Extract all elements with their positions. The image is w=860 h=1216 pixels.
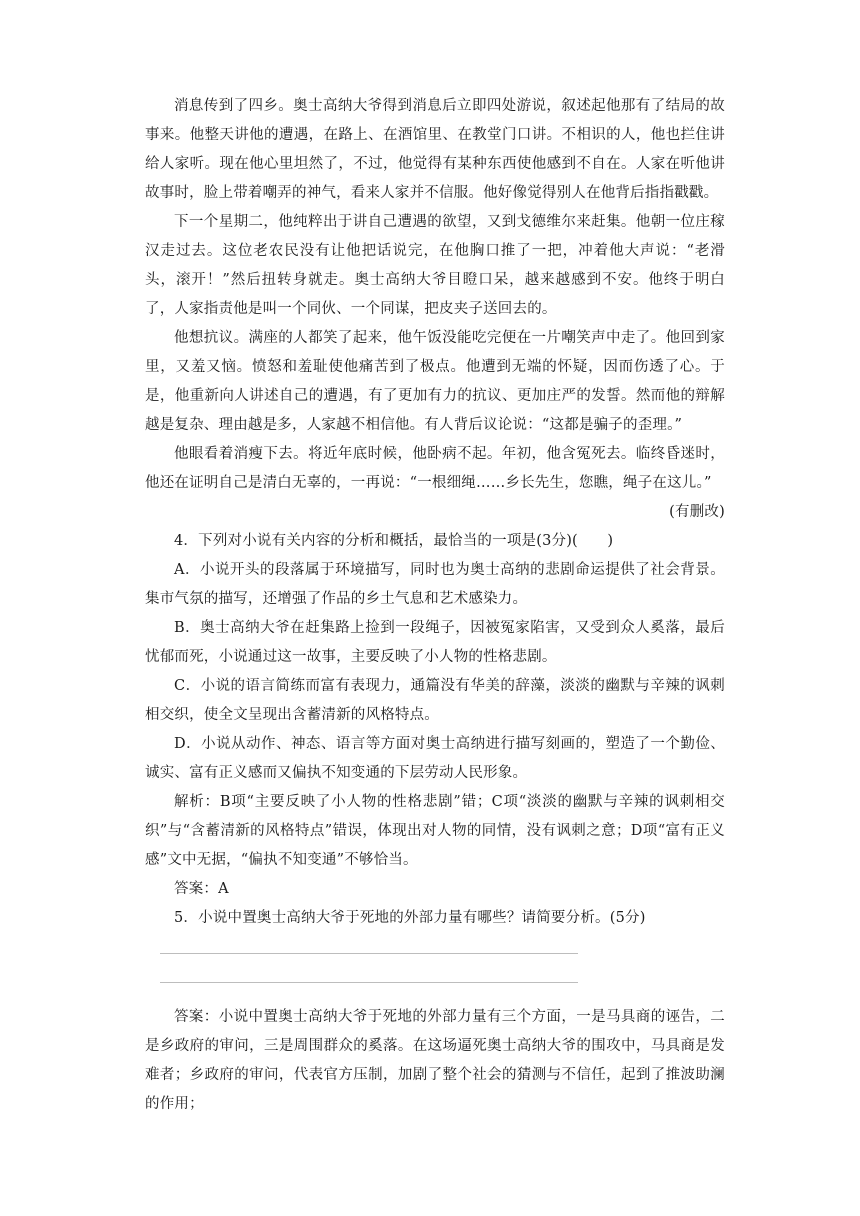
source-credit: (有删改) <box>669 504 725 520</box>
document-body <box>145 92 725 1119</box>
story-paragraph: 消息传到了四乡。奥士高纳大爷得到消息后立即四处游说，叙述起他那有了结局的故事来。他整天讲他的遭遇，在路上、在酒馆里、在教堂门口讲。不相识的人，他也拦住讲给人家听。现在他心里坦然了，不过，他觉得有某种东西使他感到不自在。人家在听他讲故事时，脸上带着嘲弄的神气，看来人家并不信服。他好像觉得别人在他背后指指戳戳。 <box>145 98 725 201</box>
question-5-answer: 答案：小说中置奥士高纳大爷于死地的外部力量有三个方面，一是马具商的诬告，二是乡政府的审问，三是周围群众的奚落。在这场逼死奥士高纳大爷的围攻中，马具商是发难者；乡政府的审问，代表官方压制，加剧了整个社会的猜测与不信任，起到了推波助澜的作用； <box>145 1009 725 1112</box>
question-4-stem: 4．下列对小说有关内容的分析和概括，最恰当的一项是(3分)( ) <box>174 533 614 549</box>
question-4-analysis: 解析：B项“主要反映了小人物的性格悲剧”错；C项“淡淡的幽默与辛辣的讽刺相交织”与“含蓄清新的风格特点”错误，体现出对人物的同情，没有讽刺之意；D项“富有正义感”文中无据，“偏执不知变通”不够恰当。 <box>145 794 725 868</box>
option-a: A．小说开头的段落属于环境描写，同时也为奥士高纳的悲剧命运提供了社会背景。集市气氛的描写，还增强了作品的乡土气息和艺术感染力。 <box>145 562 725 607</box>
question-5-stem: 5．小说中置奥士高纳大爷于死地的外部力量有哪些？请简要分析。(5分) <box>174 910 646 926</box>
story-paragraph: 他想抗议。满座的人都笑了起来，他午饭没能吃完便在一片嘲笑声中走了。他回到家里，又羞又恼。愤怒和羞耻使他痛苦到了极点。他遭到无端的怀疑，因而伤透了心。于是，他重新向人讲述自己的遭遇，有了更加有力的抗议、更加庄严的发誓。然而他的辩解越是复杂、理由越是多，人家越不相信他。有人背后议论说：“这都是骗子的歪理。” <box>145 330 725 433</box>
option-d: D．小说从动作、神态、语言等方面对奥士高纳进行描写刻画的，塑造了一个勤俭、诚实、富有正义感而又偏执不知变通的下层劳动人民形象。 <box>145 736 725 781</box>
story-paragraph: 他眼看着消瘦下去。将近年底时候，他卧病不起。年初，他含冤死去。临终昏迷时，他还在证明自己是清白无辜的，一再说：“一根细绳……乡长先生，您瞧，绳子在这儿。” <box>145 446 725 491</box>
option-c: C．小说的语言简练而富有表现力，通篇没有华美的辞藻，淡淡的幽默与辛辣的讽刺相交织，使全文呈现出含蓄清新的风格特点。 <box>145 678 725 723</box>
story-paragraph: 下一个星期二，他纯粹出于讲自己遭遇的欲望，又到戈德维尔来赶集。他朝一位庄稼汉走过去。这位老农民没有让他把话说完，在他胸口推了一把，冲着他大声说：“老滑头，滚开！”然后扭转身就走。奥士高纳大爷目瞪口呆，越来越感到不安。他终于明白了，人家指责他是叫一个同伙、一个同谋，把皮夹子送回去的。 <box>145 214 725 317</box>
option-b: B．奥士高纳大爷在赶集路上捡到一段绳子，因被冤家陷害，又受到众人奚落，最后忧郁而死，小说通过这一故事，主要反映了小人物的性格悲剧。 <box>145 620 725 665</box>
question-4-answer: 答案：A <box>174 881 229 897</box>
